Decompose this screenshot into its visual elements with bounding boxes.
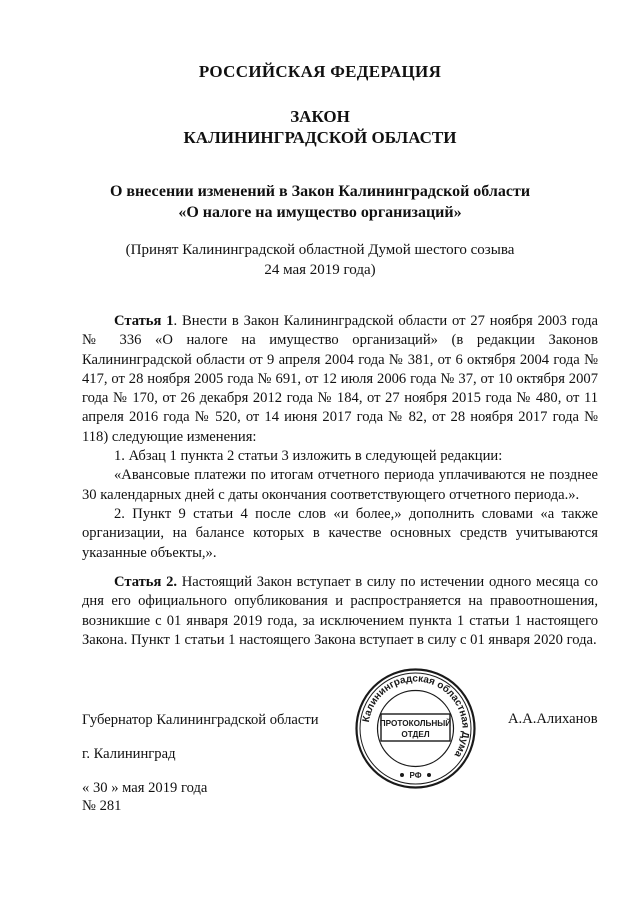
article-1-label: Статья 1 <box>114 313 174 329</box>
adoption-note-line1: (Принят Калининградской областной Думой шестого созыва <box>125 242 515 258</box>
article-2-label: Статья 2. <box>114 574 178 590</box>
law-number: № 281 <box>82 798 122 814</box>
article-1 <box>82 312 598 563</box>
adoption-note <box>0 240 640 280</box>
law-title <box>0 181 640 223</box>
law-heading-line2: КАЛИНИНГРАДСКОЙ ОБЛАСТИ <box>183 128 457 147</box>
seal-ring-text: Калининградская областная Дума <box>360 673 471 760</box>
seal-inner-line2: ОТДЕЛ <box>401 730 430 739</box>
law-title-line2: «О налоге на имущество организаций» <box>178 204 462 221</box>
signing-date: « 30 » мая 2019 года <box>82 780 208 796</box>
governor-position: Губернатор Калининградской области <box>82 712 319 728</box>
signing-city: г. Калининград <box>82 746 176 762</box>
law-heading-line1: ЗАКОН <box>290 107 350 126</box>
article-1-item-2: 2. Пункт 9 статьи 4 после слов «и более,» дополнить словами «а также организации, на балансе которых в качестве основных средств учитываются указанные объекты,». <box>82 505 598 561</box>
country-heading: РОССИЙСКАЯ ФЕДЕРАЦИЯ <box>198 62 442 81</box>
article-1-item-1: 1. Абзац 1 пункта 2 статьи 3 изложить в следующей редакции: <box>114 448 503 465</box>
seal-inner-line1: ПРОТОКОЛЬНЫЙ <box>379 719 452 728</box>
article-2 <box>82 573 598 650</box>
article-2-paragraph <box>82 573 598 650</box>
article-2-text: Настоящий Закон вступает в силу по истечении одного месяца со дня его официального опубликования и распространяется на правоотношения, возникшие с 01 января 2019 года, за исключением пункта 1 статьи 1 настоящего Закона. Пункт 1 статьи 1 настоящего Закона вступает в силу с 01 января 2020 года. <box>82 574 598 648</box>
official-seal-icon <box>353 666 478 791</box>
adoption-note-line2: 24 мая 2019 года) <box>264 262 376 278</box>
law-heading <box>0 106 640 148</box>
article-1-item-1-quote: «Авансовые платежи по итогам отчетного периода уплачиваются не позднее 30 календарных дней с даты окончания соответствующего отчетного периода.». <box>82 467 598 503</box>
seal-bottom-text: РФ <box>409 771 422 780</box>
law-title-line1: О внесении изменений в Закон Калининградской области <box>109 183 531 200</box>
article-1-intro <box>82 312 598 447</box>
article-1-intro-text: . Внести в Закон Калининградской области от 27 ноября 2003 года № 336 «О налоге на имущество организаций» (в редакции Законов Калининградской области от 9 апреля 2004 года № 381, от 6 октября 2004 года № 417, от 28 ноября 2005 года № 691, от 12 июля 2006 года № 37, от 10 октября 2007 года № 170, от 26 декабря 2012 года № 184, от 27 ноября 2015 года № 480, от 11 апреля 2016 года № 520, от 14 июня 2017 года № 82, от 28 ноября 2017 года № 118) следующие изменения: <box>82 313 599 445</box>
governor-name: А.А.Алиханов <box>508 711 598 727</box>
